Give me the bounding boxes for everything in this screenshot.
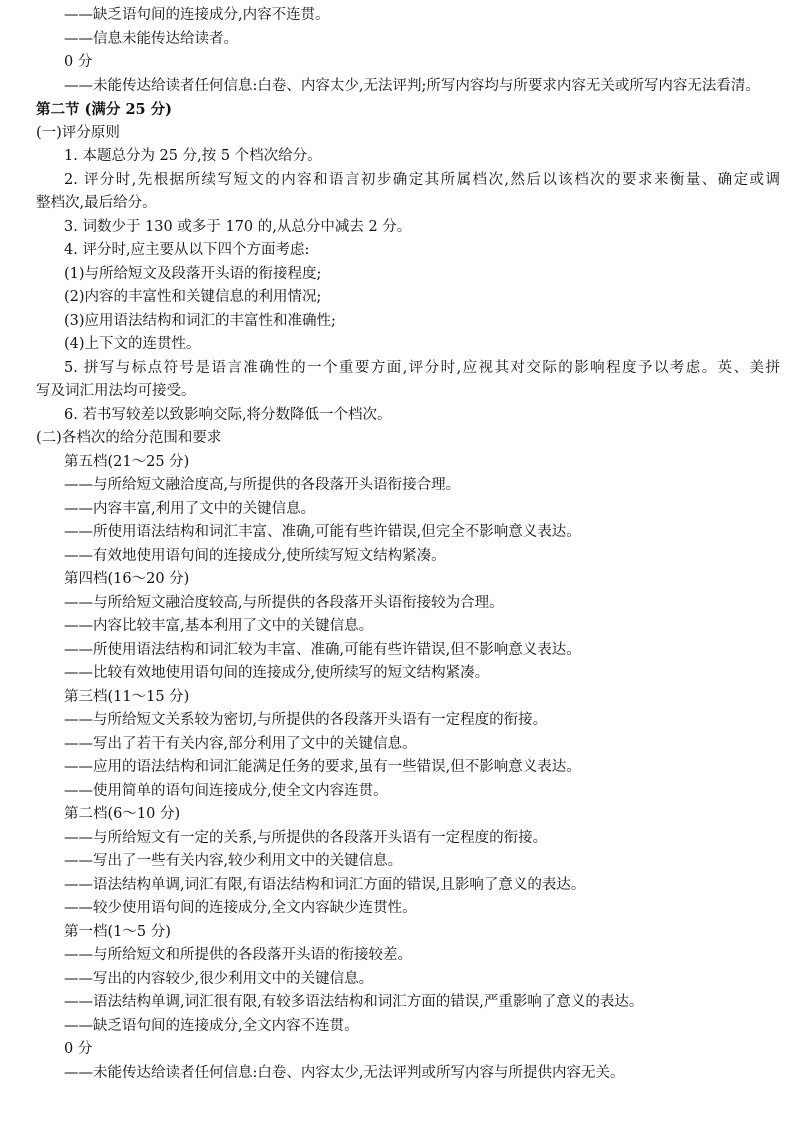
- grade-heading: 第三档(11～15 分): [64, 688, 190, 705]
- text-line: ——有效地使用语句间的连接成分,使所续写短文结构紧凑。: [64, 547, 446, 564]
- text-line: ——写出了若干有关内容,部分利用了文中的关键信息。: [64, 735, 417, 752]
- score-heading: 0 分: [64, 1041, 93, 1057]
- text-line: 1. 本题总分为 25 分,按 5 个档次给分。: [64, 148, 322, 164]
- text-line: ——与所给短文融洽度较高,与所提供的各段落开头语衔接较为合理。: [64, 594, 504, 611]
- text-line: 5. 拼写与标点符号是语言准确性的一个重要方面,评分时,应视其对交际的影响程度予以考虑。英、美拼: [64, 359, 780, 376]
- text-line: ——所使用语法结构和词汇丰富、准确,可能有些许错误,但完全不影响意义表达。: [64, 524, 581, 540]
- text-line: ——缺乏语句间的连接成分,内容不连贯。: [64, 7, 330, 23]
- text-line: ——语法结构单调,词汇很有限,有较多语法结构和词汇方面的错误,严重影响了意义的表达。: [64, 994, 644, 1010]
- text-line: (1)与所给短文及段落开头语的衔接程度;: [64, 265, 322, 282]
- text-line: ——语法结构单调,词汇有限,有语法结构和词汇方面的错误,且影响了意义的表达。: [64, 876, 586, 893]
- subsection-heading: (一)评分原则: [36, 124, 120, 141]
- text-line: ——内容丰富,利用了文中的关键信息。: [64, 500, 316, 517]
- subsection-heading: (二)各档次的给分范围和要求: [36, 430, 222, 446]
- text-line: (3)应用语法结构和词汇的丰富性和准确性;: [64, 312, 336, 329]
- text-line: 2. 评分时,先根据所续写短文的内容和语言初步确定其所属档次,然后以该档次的要求来衡量、确定或调: [64, 171, 780, 188]
- text-line: ——未能传达给读者任何信息:白卷、内容太少,无法评判;所写内容均与所要求内容无关或所写内容无法看清。: [64, 77, 760, 94]
- text-line: ——较少使用语句间的连接成分,全文内容缺少连贯性。: [64, 900, 417, 916]
- grade-heading: 第一档(1～5 分): [64, 923, 171, 940]
- text-line: ——与所给短文关系较为密切,与所提供的各段落开头语有一定程度的衔接。: [64, 712, 548, 728]
- text-line: ——使用简单的语句间连接成分,使全文内容连贯。: [64, 782, 388, 799]
- text-line: ——所使用语法结构和词汇较为丰富、准确,可能有些许错误,但不影响意义表达。: [64, 641, 581, 658]
- grade-heading: 第四档(16～20 分): [64, 571, 190, 587]
- grade-heading: 第二档(6～10 分): [64, 806, 181, 822]
- text-line: 整档次,最后给分。: [36, 195, 157, 211]
- text-line: ——内容比较丰富,基本利用了文中的关键信息。: [64, 618, 374, 634]
- text-line: 写及词汇用法均可接受。: [36, 383, 196, 399]
- text-line: ——未能传达给读者任何信息:白卷、内容太少,无法评判或所写内容与所提供内容无关。: [64, 1064, 625, 1081]
- text-line: ——比较有效地使用语句间的连接成分,使所续写的短文结构紧凑。: [64, 665, 490, 681]
- score-heading: 0 分: [64, 54, 93, 70]
- text-line: ——与所给短文有一定的关系,与所提供的各段落开头语有一定程度的衔接。: [64, 829, 548, 846]
- text-line: (4)上下文的连贯性。: [64, 336, 201, 352]
- text-line: 3. 词数少于 130 或多于 170 的,从总分中减去 2 分。: [64, 218, 412, 235]
- text-line: ——写出了一些有关内容,较少利用文中的关键信息。: [64, 853, 403, 869]
- text-line: ——信息未能传达给读者。: [64, 30, 238, 47]
- text-line: 6. 若书写较差以致影响交际,将分数降低一个档次。: [64, 406, 392, 423]
- text-line: ——与所给短文和所提供的各段落开头语的衔接较差。: [64, 947, 412, 963]
- text-line: ——缺乏语句间的连接成分,全文内容不连贯。: [64, 1017, 359, 1034]
- text-line: (2)内容的丰富性和关键信息的利用情况;: [64, 289, 322, 305]
- text-line: 4. 评分时,应主要从以下四个方面考虑:: [64, 242, 310, 258]
- text-line: ——与所给短文融洽度高,与所提供的各段落开头语衔接合理。: [64, 477, 461, 493]
- text-line: ——应用的语法结构和词汇能满足任务的要求,虽有一些错误,但不影响意义表达。: [64, 759, 581, 775]
- grade-heading: 第五档(21～25 分): [64, 453, 190, 470]
- section-heading: 第二节 (满分 25 分): [36, 101, 173, 118]
- text-line: ——写出的内容较少,很少利用文中的关键信息。: [64, 970, 374, 987]
